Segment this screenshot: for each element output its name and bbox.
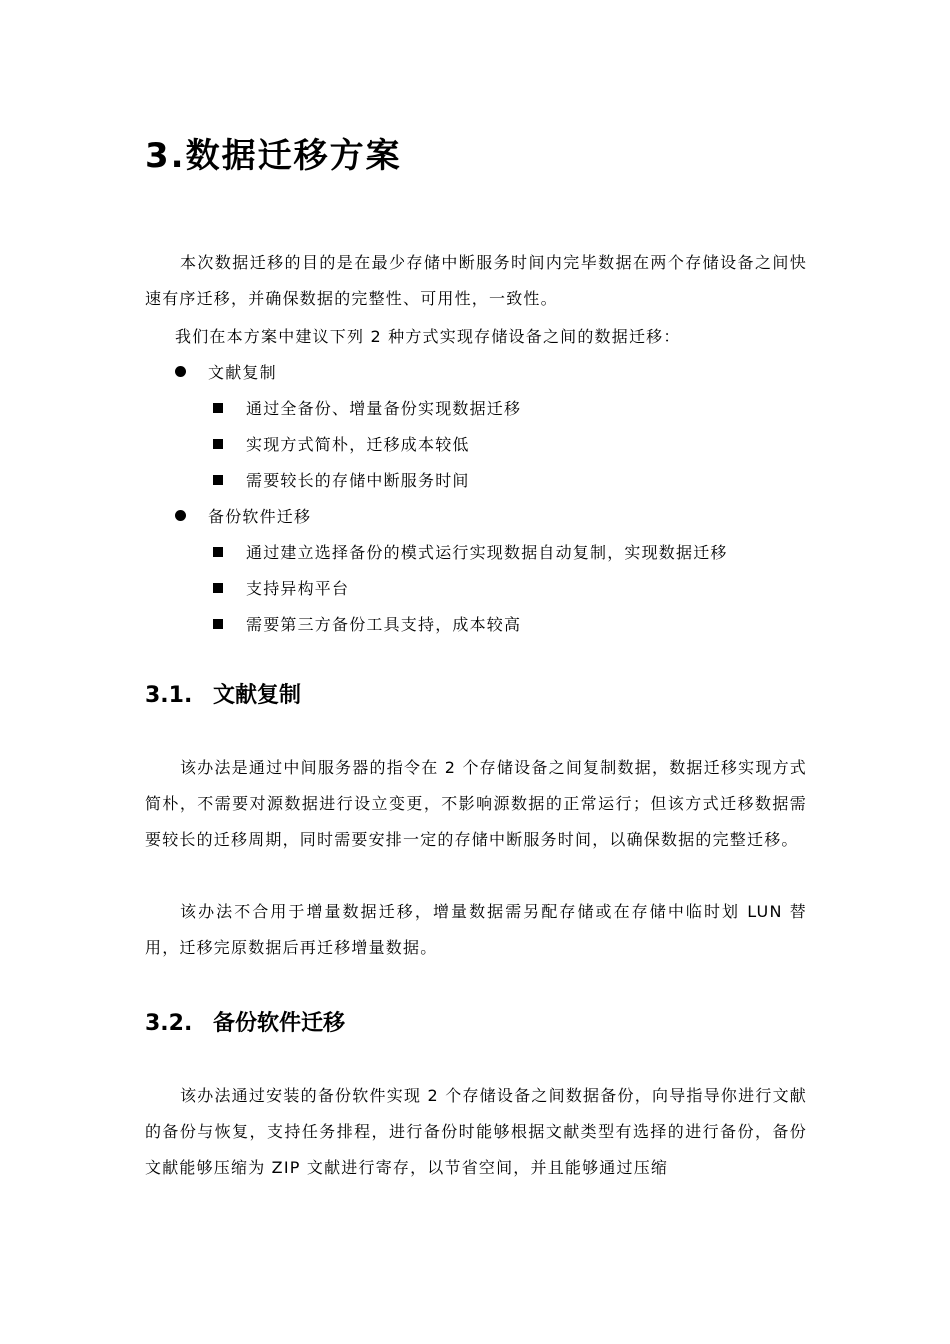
method-point-text: 通过全备份、增量备份实现数据迁移 bbox=[246, 399, 522, 418]
method-point bbox=[213, 396, 521, 419]
intro-paragraph: 本次数据迁移的目的是在最少存储中断服务时间内完毕数据在两个存储设备之间快速有序迁移，并确保数据的完整性、可用性，一致性。 bbox=[145, 253, 807, 308]
method-item bbox=[175, 504, 311, 527]
section-3-1-paragraph-1: 该办法是通过中间服务器的指令在 2 个存储设备之间复制数据，数据迁移实现方式简朴，不需要对源数据进行设立变更，不影响源数据的正常运行；但该方式迁移数据需要较长的迁移周期，同时需要安排一定的存储中断服务时间，以确保数据的完整迁移。 bbox=[145, 758, 807, 849]
method-label: 备份软件迁移 bbox=[208, 507, 312, 526]
method-point-text: 需要第三方备份工具支持，成本较高 bbox=[246, 615, 522, 634]
method-point bbox=[213, 540, 728, 563]
method-point-text: 需要较长的存储中断服务时间 bbox=[246, 471, 470, 490]
bullet-square-icon bbox=[213, 439, 223, 449]
method-point bbox=[213, 576, 349, 599]
method-point-text: 实现方式简朴，迁移成本较低 bbox=[246, 435, 470, 454]
bullet-dot-icon bbox=[175, 366, 186, 377]
bullet-square-icon bbox=[213, 619, 223, 629]
bullet-square-icon bbox=[213, 583, 223, 593]
method-point bbox=[213, 612, 521, 635]
section-3-1-paragraph-2: 该办法不合用于增量数据迁移，增量数据需另配存储或在存储中临时划 LUN 替用，迁移完原数据后再迁移增量数据。 bbox=[145, 902, 807, 957]
section-heading-3-2 bbox=[145, 1006, 345, 1037]
method-label: 文献复制 bbox=[208, 363, 277, 382]
section-number: 3.1. bbox=[145, 683, 193, 708]
method-point-text: 支持异构平台 bbox=[246, 579, 350, 598]
method-point bbox=[213, 468, 470, 491]
bullet-square-icon bbox=[213, 547, 223, 557]
method-item bbox=[175, 360, 277, 383]
section-title: 文献复制 bbox=[213, 683, 302, 708]
section-title: 备份软件迁移 bbox=[213, 1011, 346, 1036]
chapter-title: 3.数据迁移方案 bbox=[145, 136, 402, 176]
method-point-text: 通过建立选择备份的模式运行实现数据自动复制，实现数据迁移 bbox=[246, 543, 728, 562]
bullet-square-icon bbox=[213, 475, 223, 485]
bullet-square-icon bbox=[213, 403, 223, 413]
bullet-dot-icon bbox=[175, 510, 186, 521]
proposal-line: 我们在本方案中建议下列 2 种方式实现存储设备之间的数据迁移： bbox=[175, 327, 681, 346]
section-number: 3.2. bbox=[145, 1011, 193, 1036]
section-heading-3-1 bbox=[145, 678, 301, 709]
section-3-2-paragraph-1: 该办法通过安装的备份软件实现 2 个存储设备之间数据备份，向导指导你进行文献的备份与恢复，支持任务排程，进行备份时能够根据文献类型有选择的进行备份，备份文献能够压缩为 ZIP 文献进行寄存，以节省空间，并且能够通过压缩 bbox=[145, 1086, 807, 1177]
method-point bbox=[213, 432, 470, 455]
